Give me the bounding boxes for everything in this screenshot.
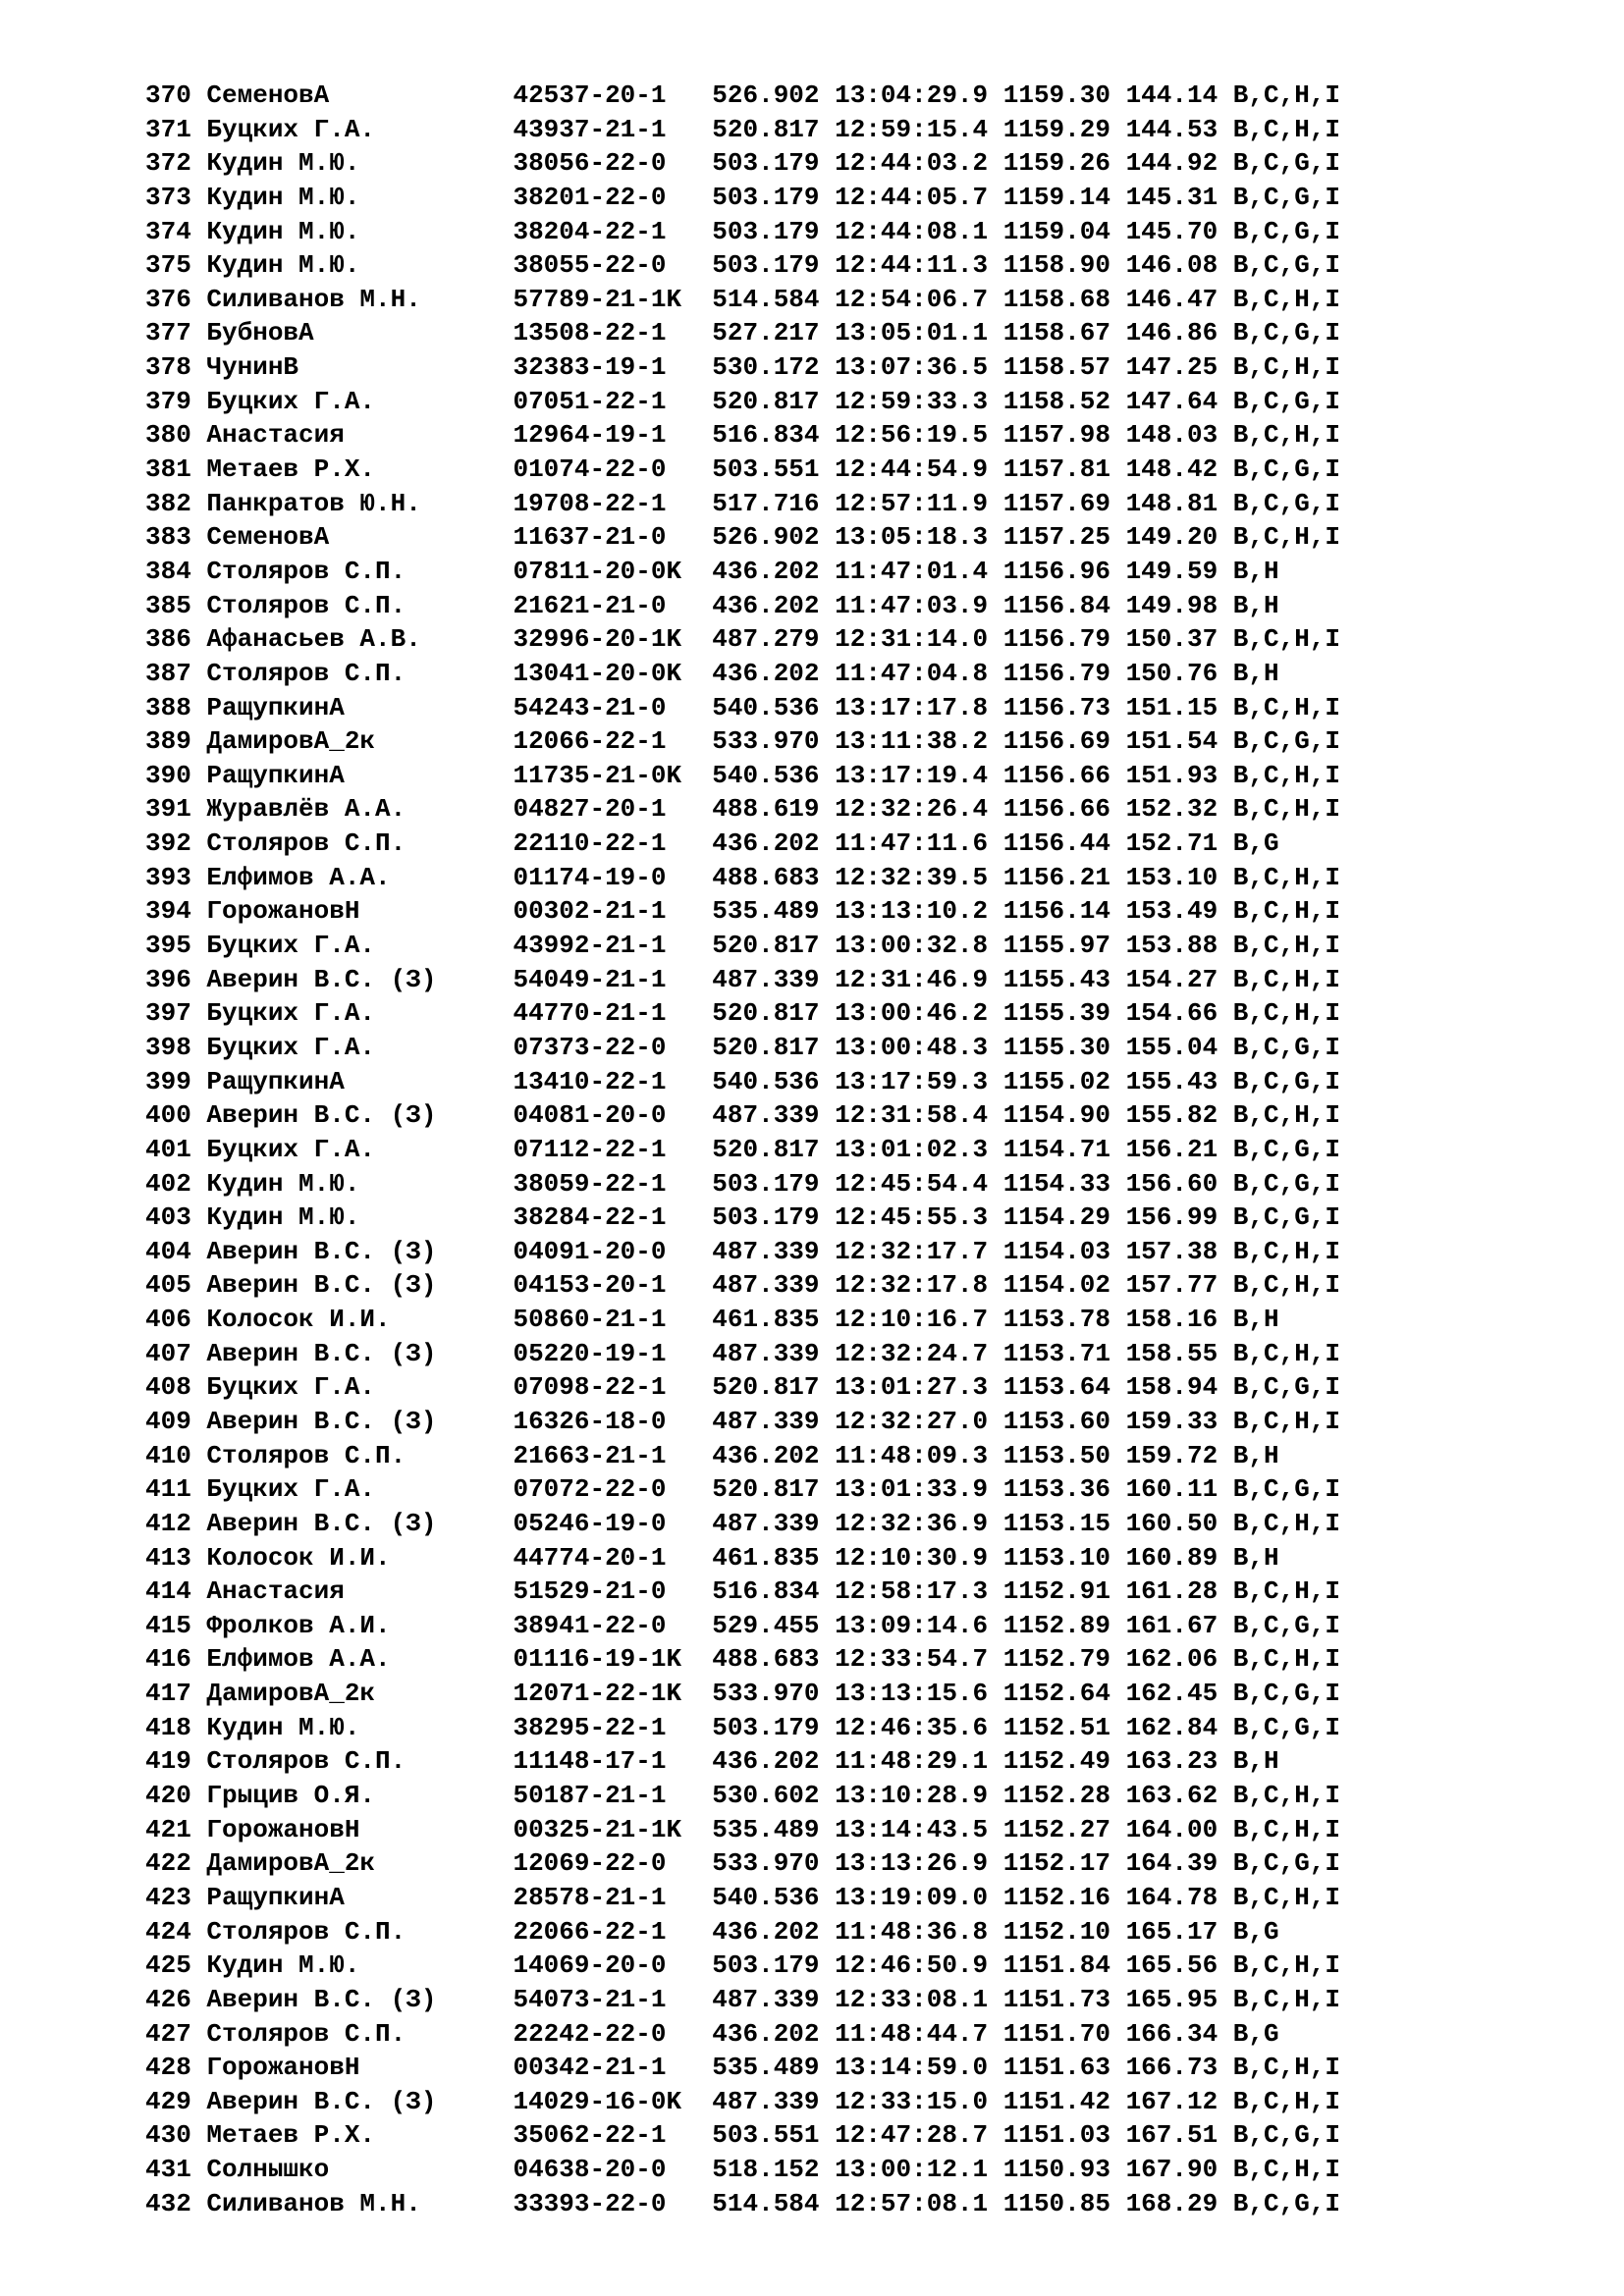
result-row: 423 РащупкинА 28578-21-1 540.536 13:19:09.0 1152.16 164.78 B,C,H,I bbox=[145, 1882, 1340, 1912]
result-row: 415 Фролков А.И. 38941-22-0 529.455 13:09:14.6 1152.89 161.67 B,C,G,I bbox=[145, 1610, 1340, 1640]
result-row: 388 РащупкинА 54243-21-0 540.536 13:17:17.8 1156.73 151.15 B,C,H,I bbox=[145, 692, 1340, 722]
result-row: 391 Журавлёв А.А. 04827-20-1 488.619 12:32:26.4 1156.66 152.32 B,C,H,I bbox=[145, 794, 1340, 825]
result-row: 390 РащупкинА 11735-21-0K 540.536 13:17:19.4 1156.66 151.93 B,C,H,I bbox=[145, 760, 1340, 790]
result-row: 375 Кудин М.Ю. 38055-22-0 503.179 12:44:11.3 1158.90 146.08 B,C,G,I bbox=[145, 250, 1340, 281]
result-row: 403 Кудин М.Ю. 38284-22-1 503.179 12:45:55.3 1154.29 156.99 B,C,G,I bbox=[145, 1202, 1340, 1233]
result-row: 400 Аверин В.С. (З) 04081-20-0 487.339 12:31:58.4 1154.90 155.82 B,C,H,I bbox=[145, 1100, 1340, 1131]
result-row: 420 Грыцив О.Я. 50187-21-1 530.602 13:10:28.9 1152.28 163.62 B,C,H,I bbox=[145, 1781, 1340, 1811]
result-row: 376 Силиванов М.Н. 57789-21-1K 514.584 12:54:06.7 1158.68 146.47 B,C,H,I bbox=[145, 284, 1340, 314]
result-row: 404 Аверин В.С. (З) 04091-20-0 487.339 12:32:17.7 1154.03 157.38 B,C,H,I bbox=[145, 1236, 1340, 1266]
result-row: 409 Аверин В.С. (З) 16326-18-0 487.339 12:32:27.0 1153.60 159.33 B,C,H,I bbox=[145, 1406, 1340, 1436]
result-row: 419 Столяров С.П. 11148-17-1 436.202 11:48:29.1 1152.49 163.23 B,H bbox=[145, 1746, 1279, 1777]
result-row: 399 РащупкинА 13410-22-1 540.536 13:17:59.3 1155.02 155.43 B,C,G,I bbox=[145, 1066, 1340, 1096]
result-row: 414 Анастасия 51529-21-0 516.834 12:58:17.3 1152.91 161.28 B,C,H,I bbox=[145, 1576, 1340, 1607]
result-row: 410 Столяров С.П. 21663-21-1 436.202 11:48:09.3 1153.50 159.72 B,H bbox=[145, 1440, 1279, 1470]
result-row: 413 Колосок И.И. 44774-20-1 461.835 12:10:30.9 1153.10 160.89 B,H bbox=[145, 1542, 1279, 1573]
result-row: 385 Столяров С.П. 21621-21-0 436.202 11:47:03.9 1156.84 149.98 B,H bbox=[145, 590, 1279, 620]
result-row: 405 Аверин В.С. (З) 04153-20-1 487.339 12:32:17.8 1154.02 157.77 B,C,H,I bbox=[145, 1270, 1340, 1301]
result-row: 377 БубновА 13508-22-1 527.217 13:05:01.1 1158.67 146.86 B,C,G,I bbox=[145, 318, 1340, 348]
result-row: 370 СеменовА 42537-20-1 526.902 13:04:29.9 1159.30 144.14 B,C,H,I bbox=[145, 80, 1340, 110]
result-row: 378 ЧунинВ 32383-19-1 530.172 13:07:36.5 1158.57 147.25 B,C,H,I bbox=[145, 352, 1340, 383]
result-row: 429 Аверин В.С. (З) 14029-16-0K 487.339 12:33:15.0 1151.42 167.12 B,C,H,I bbox=[145, 2086, 1340, 2116]
result-row: 384 Столяров С.П. 07811-20-0K 436.202 11:47:01.4 1156.96 149.59 B,H bbox=[145, 556, 1279, 586]
result-row: 393 Елфимов А.А. 01174-19-0 488.683 12:32:39.5 1156.21 153.10 B,C,H,I bbox=[145, 862, 1340, 892]
result-row: 431 Солнышко 04638-20-0 518.152 13:00:12.1 1150.93 167.90 B,C,H,I bbox=[145, 2155, 1340, 2185]
result-row: 401 Буцких Г.А. 07112-22-1 520.817 13:01:02.3 1154.71 156.21 B,C,G,I bbox=[145, 1134, 1340, 1164]
result-row: 428 ГорожановН 00342-21-1 535.489 13:14:59.0 1151.63 166.73 B,C,H,I bbox=[145, 2053, 1340, 2083]
result-row: 430 Метаев Р.Х. 35062-22-1 503.551 12:47:28.7 1151.03 167.51 B,C,G,I bbox=[145, 2120, 1340, 2151]
result-row: 389 ДамировА_2к 12066-22-1 533.970 13:11:38.2 1156.69 151.54 B,C,G,I bbox=[145, 726, 1340, 757]
result-row: 395 Буцких Г.А. 43992-21-1 520.817 13:00:32.8 1155.97 153.88 B,C,H,I bbox=[145, 931, 1340, 961]
result-row: 427 Столяров С.П. 22242-22-0 436.202 11:48:44.7 1151.70 166.34 B,G bbox=[145, 2018, 1279, 2049]
result-row: 382 Панкратов Ю.Н. 19708-22-1 517.716 12:57:11.9 1157.69 148.81 B,C,G,I bbox=[145, 488, 1340, 518]
result-row: 421 ГорожановН 00325-21-1K 535.489 13:14:43.5 1152.27 164.00 B,C,H,I bbox=[145, 1814, 1340, 1844]
result-row: 412 Аверин В.С. (З) 05246-19-0 487.339 12:32:36.9 1153.15 160.50 B,C,H,I bbox=[145, 1508, 1340, 1538]
result-row: 408 Буцких Г.А. 07098-22-1 520.817 13:01:27.3 1153.64 158.94 B,C,G,I bbox=[145, 1372, 1340, 1403]
result-row: 372 Кудин М.Ю. 38056-22-0 503.179 12:44:03.2 1159.26 144.92 B,C,G,I bbox=[145, 148, 1340, 179]
result-row: 374 Кудин М.Ю. 38204-22-1 503.179 12:44:08.1 1159.04 145.70 B,C,G,I bbox=[145, 216, 1340, 246]
result-row: 386 Афанасьев А.В. 32996-20-1K 487.279 12:31:14.0 1156.79 150.37 B,C,H,I bbox=[145, 624, 1340, 655]
result-row: 383 СеменовА 11637-21-0 526.902 13:05:18.3 1157.25 149.20 B,C,H,I bbox=[145, 522, 1340, 553]
results-list bbox=[145, 79, 1598, 2220]
result-row: 411 Буцких Г.А. 07072-22-0 520.817 13:01:33.9 1153.36 160.11 B,C,G,I bbox=[145, 1474, 1340, 1505]
result-row: 387 Столяров С.П. 13041-20-0K 436.202 11:47:04.8 1156.79 150.76 B,H bbox=[145, 658, 1279, 688]
result-row: 371 Буцких Г.А. 43937-21-1 520.817 12:59:15.4 1159.29 144.53 B,C,H,I bbox=[145, 114, 1340, 144]
result-row: 392 Столяров С.П. 22110-22-1 436.202 11:47:11.6 1156.44 152.71 B,G bbox=[145, 828, 1279, 859]
result-row: 418 Кудин М.Ю. 38295-22-1 503.179 12:46:35.6 1152.51 162.84 B,C,G,I bbox=[145, 1712, 1340, 1742]
result-row: 407 Аверин В.С. (З) 05220-19-1 487.339 12:32:24.7 1153.71 158.55 B,C,H,I bbox=[145, 1338, 1340, 1368]
result-row: 396 Аверин В.С. (З) 54049-21-1 487.339 12:31:46.9 1155.43 154.27 B,C,H,I bbox=[145, 964, 1340, 994]
result-row: 432 Силиванов М.Н. 33393-22-0 514.584 12:57:08.1 1150.85 168.29 B,C,G,I bbox=[145, 2188, 1340, 2218]
result-row: 373 Кудин М.Ю. 38201-22-0 503.179 12:44:05.7 1159.14 145.31 B,C,G,I bbox=[145, 182, 1340, 212]
result-row: 425 Кудин М.Ю. 14069-20-0 503.179 12:46:50.9 1151.84 165.56 B,C,H,I bbox=[145, 1950, 1340, 1981]
result-row: 397 Буцких Г.А. 44770-21-1 520.817 13:00:46.2 1155.39 154.66 B,C,H,I bbox=[145, 998, 1340, 1029]
result-row: 422 ДамировА_2к 12069-22-0 533.970 13:13:26.9 1152.17 164.39 B,C,G,I bbox=[145, 1848, 1340, 1879]
result-row: 406 Колосок И.И. 50860-21-1 461.835 12:10:16.7 1153.78 158.16 B,H bbox=[145, 1305, 1279, 1335]
result-row: 402 Кудин М.Ю. 38059-22-1 503.179 12:45:54.4 1154.33 156.60 B,C,G,I bbox=[145, 1168, 1340, 1199]
result-row: 424 Столяров С.П. 22066-22-1 436.202 11:48:36.8 1152.10 165.17 B,G bbox=[145, 1916, 1279, 1947]
result-row: 380 Анастасия 12964-19-1 516.834 12:56:19.5 1157.98 148.03 B,C,H,I bbox=[145, 420, 1340, 451]
result-row: 394 ГорожановН 00302-21-1 535.489 13:13:10.2 1156.14 153.49 B,C,H,I bbox=[145, 896, 1340, 927]
result-row: 379 Буцких Г.А. 07051-22-1 520.817 12:59:33.3 1158.52 147.64 B,C,G,I bbox=[145, 386, 1340, 416]
result-row: 398 Буцких Г.А. 07373-22-0 520.817 13:00:48.3 1155.30 155.04 B,C,G,I bbox=[145, 1032, 1340, 1062]
result-row: 417 ДамировА_2к 12071-22-1K 533.970 13:13:15.6 1152.64 162.45 B,C,G,I bbox=[145, 1679, 1340, 1709]
result-row: 381 Метаев Р.Х. 01074-22-0 503.551 12:44:54.9 1157.81 148.42 B,C,G,I bbox=[145, 454, 1340, 485]
result-row: 416 Елфимов А.А. 01116-19-1K 488.683 12:33:54.7 1152.79 162.06 B,C,H,I bbox=[145, 1644, 1340, 1675]
result-row: 426 Аверин В.С. (З) 54073-21-1 487.339 12:33:08.1 1151.73 165.95 B,C,H,I bbox=[145, 1984, 1340, 2014]
